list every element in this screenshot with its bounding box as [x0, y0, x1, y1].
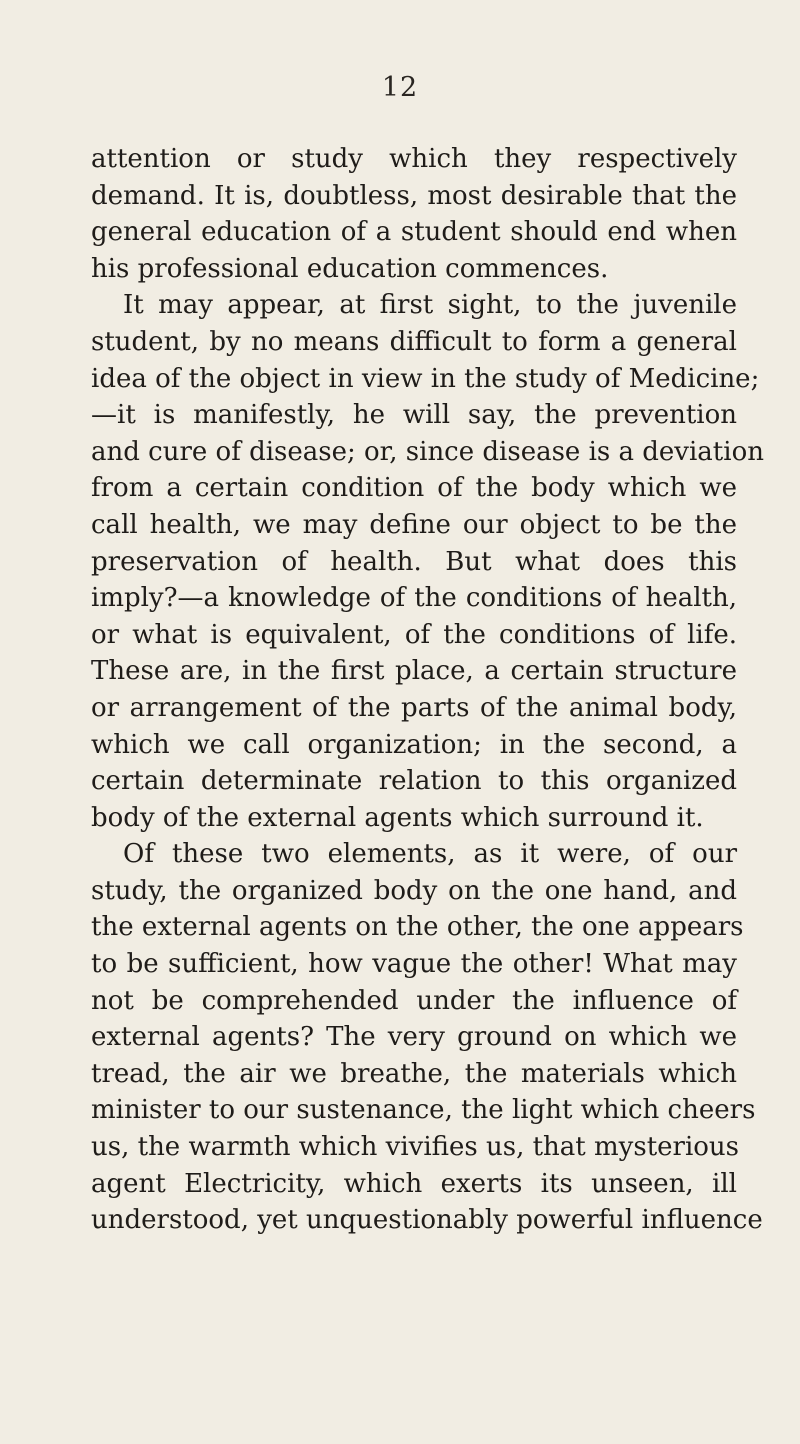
text-line: These are, in the first place, a certain structure: [91, 656, 737, 687]
text-line: to be sufficient, how vague the other! What may: [91, 949, 737, 980]
text-line: preservation of health. But what does this: [91, 546, 737, 577]
page-number: 12: [381, 72, 419, 103]
text-line: —it is manifestly, he will say, the prevention: [91, 400, 737, 431]
text-line: student, by no means difficult to form a general: [91, 326, 737, 357]
text-line: his professional education commences.: [91, 253, 609, 284]
text-line: agent Electricity, which exerts its unseen, ill: [91, 1168, 737, 1199]
text-line: certain determinate relation to this organized: [91, 766, 737, 797]
text-line: Of these two elements, as it were, of our: [123, 839, 737, 870]
body-text: [91, 141, 764, 1239]
text-line: minister to our sustenance, the light which cheers: [91, 1095, 756, 1126]
text-line: understood, yet unquestionably powerful influence: [91, 1205, 763, 1236]
text-line: imply?—a knowledge of the conditions of health,: [91, 583, 737, 614]
text-line: us, the warmth which vivifies us, that mysterious: [91, 1132, 740, 1163]
text-line: the external agents on the other, the one appears: [91, 912, 744, 943]
text-line: body of the external agents which surround it.: [91, 802, 704, 833]
text-line: and cure of disease; or, since disease is a deviation: [91, 436, 764, 467]
text-line: study, the organized body on the one hand, and: [91, 875, 737, 906]
text-line: which we call organization; in the second, a: [91, 729, 737, 760]
text-line: demand. It is, doubtless, most desirable that the: [91, 180, 737, 211]
text-line: not be comprehended under the influence of: [91, 985, 737, 1016]
text-line: general education of a student should end when: [91, 217, 737, 248]
text-line: call health, we may define our object to be the: [91, 509, 737, 540]
text-line: or arrangement of the parts of the animal body,: [91, 692, 737, 723]
text-line: attention or study which they respectively: [91, 144, 737, 174]
text-line: external agents? The very ground on which we: [91, 1022, 737, 1053]
text-line: tread, the air we breathe, the materials which: [91, 1058, 737, 1089]
text-line: It may appear, at first sight, to the juvenile: [123, 290, 737, 321]
text-line: from a certain condition of the body which we: [91, 473, 737, 504]
text-line: or what is equivalent, of the conditions of life.: [91, 619, 737, 650]
text-line: idea of the object in view in the study of Medicine;: [91, 363, 760, 394]
